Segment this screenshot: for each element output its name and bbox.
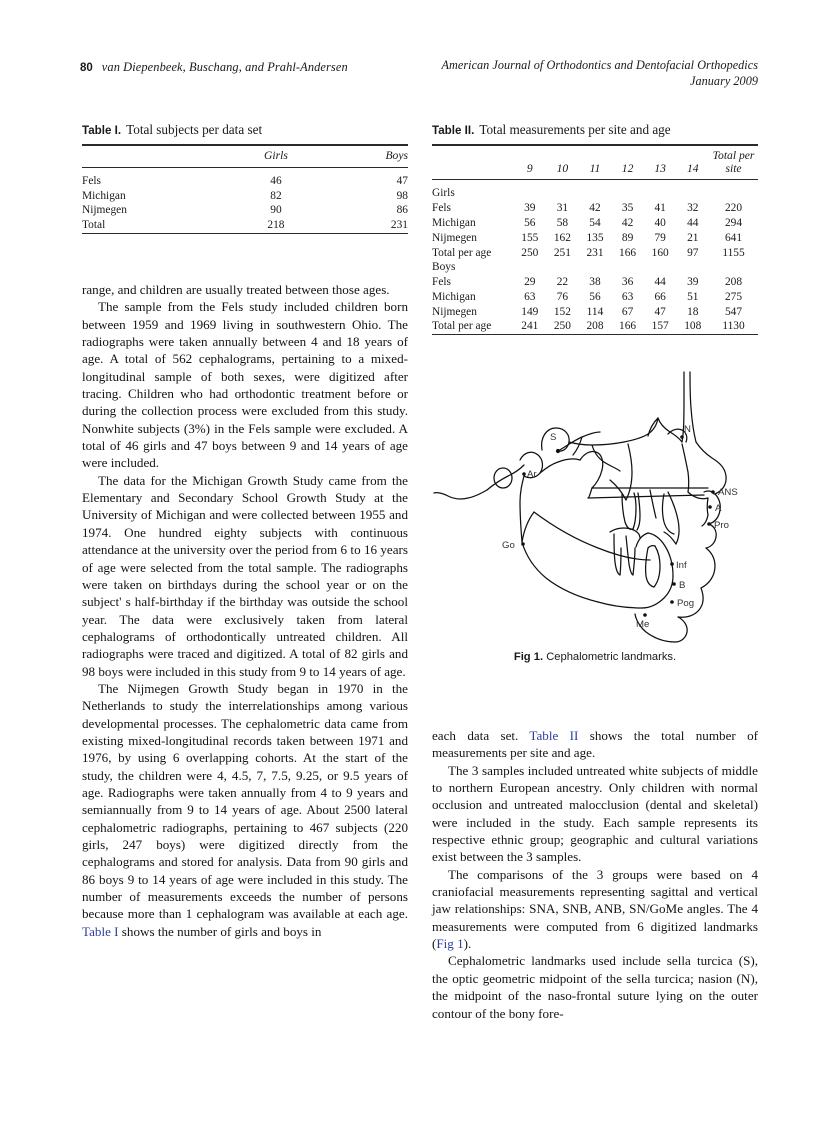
- table-1-boys-0: 47: [396, 174, 408, 187]
- cell: 51: [687, 290, 699, 303]
- paragraph-text: The comparisons of the 3 groups were based on 4 craniofacial measurements representing sagittal and vertical jaw relationships: SNA, SNB, ANB, SN/GoMe angles. The 4 measurements were computed from 6 digitized landmarks (: [432, 866, 758, 952]
- cell: 35: [621, 202, 634, 215]
- figure-1-caption-text: Cephalometric landmarks.: [546, 651, 677, 663]
- paragraph: The 3 samples included untreated white subjects of middle to northern European ancestry. Only children with normal occlusion and untreated malocclusion (dental and skeletal) were included in the study. Each sample represents its respective ethnic group; geographic and cultural variations exist between the 3 samples.: [432, 762, 758, 865]
- left-column-text: [82, 281, 408, 940]
- landmark-label-Me: Me: [636, 619, 650, 630]
- table-1-col-boys: Boys: [385, 149, 408, 162]
- cell: 250: [553, 320, 571, 333]
- cell: 251: [553, 246, 571, 259]
- paragraph: [82, 680, 408, 940]
- figure-1-caption: [432, 651, 758, 663]
- cell: 160: [651, 246, 669, 259]
- paragraph-text: ).: [463, 936, 472, 952]
- running-head: [80, 58, 758, 98]
- cell: 56: [589, 290, 601, 303]
- landmark-label-Go: Go: [502, 540, 515, 551]
- cell: 108: [684, 320, 702, 333]
- cell-total: 220: [724, 202, 743, 215]
- cell-total: 547: [724, 305, 743, 318]
- table-row: [82, 218, 408, 233]
- table-1-girls-1: 82: [270, 189, 282, 202]
- table-2-grid: [432, 144, 758, 341]
- cell: 166: [619, 320, 637, 333]
- table-1-caption: Total subjects per data set: [126, 122, 263, 137]
- right-column-text: [432, 727, 758, 1022]
- cell: 67: [621, 305, 634, 318]
- figure-1-image: [432, 352, 758, 647]
- table-row: [432, 319, 758, 334]
- table-1: [82, 122, 408, 240]
- table-2-g-site-2: Nijmegen: [432, 231, 477, 244]
- landmark-label-N: N: [684, 424, 691, 435]
- landmark-label-Pog: Pog: [677, 598, 695, 609]
- paragraph-text: The Nijmegen Growth Study began in 1970 in the Netherlands to study the interrelationships among various developmental processes. The cephalometric data came from existing mixed-longitudinal records taken between 1971 and 1976, by using 6 overlapping cohorts. At the start of the study, the children were 4, 4.5, 7, 7.5, 9.25, or 9.5 years of age. Radiographs were taken annually from 4 to 9 years and semiannually from 9 to 14 years of age. About 2500 lateral cephalometric radiographs, pertaining to 467 subjects (220 girls, 247 boys) were digitized directly from the cephalograms and stored for analysis. Data from 90 girls and 86 boys 9 to 14 years of age were included in this study. The number of measurements exceeds the number of persons because more than 1 cephalogram was available at each age.: [82, 680, 408, 922]
- landmark-label-S: S: [550, 432, 557, 443]
- cell: 44: [654, 276, 666, 289]
- landmark-dot-Pro: [707, 522, 711, 526]
- table-2: [432, 122, 758, 341]
- cell-total: 1130: [722, 320, 745, 333]
- cell-total: 275: [724, 290, 743, 303]
- cell: 114: [586, 305, 604, 318]
- table-row: [432, 230, 758, 245]
- table-2-b-site-2: Nijmegen: [432, 305, 477, 318]
- cell: 42: [621, 216, 634, 229]
- running-head-right: [442, 58, 758, 89]
- landmark-dot-S: [556, 449, 560, 453]
- paragraph-text: shows the number of girls and boys in: [118, 923, 322, 939]
- cell: 32: [687, 202, 699, 215]
- table-2-g-site-0: Fels: [432, 202, 451, 215]
- cell: 58: [556, 216, 569, 229]
- running-head-left: [80, 58, 348, 76]
- paragraph-text: shows the total number of measurements per site and age.: [432, 728, 759, 761]
- cell: 241: [521, 320, 539, 333]
- table-1-col-girls: Girls: [264, 149, 288, 162]
- table-2-col-total-per-site: Total per site: [712, 149, 755, 175]
- cell: 89: [621, 231, 634, 244]
- table-1-site-0: Fels: [82, 174, 101, 187]
- cell: 29: [524, 276, 536, 289]
- table-1-site-2: Nijmegen: [82, 204, 127, 217]
- landmark-label-Pro: Pro: [714, 520, 729, 531]
- table-2-crossref-link[interactable]: Table II: [529, 728, 579, 743]
- landmark-dot-ANS: [711, 490, 715, 494]
- table-2-b-site-1: Michigan: [432, 290, 476, 303]
- landmark-label-Ar: Ar: [527, 469, 537, 480]
- cell-total: 1155: [722, 246, 745, 259]
- table-1-header-row: [82, 145, 408, 167]
- cell: 42: [589, 202, 601, 215]
- table-1-label: Table I.: [82, 124, 122, 137]
- table-row: [82, 203, 408, 218]
- landmark-label-A: A: [715, 503, 722, 514]
- cell: 36: [621, 276, 634, 289]
- paragraph-text: each data set.: [432, 728, 530, 743]
- table-1-site-1: Michigan: [82, 189, 126, 202]
- paragraph: [432, 727, 758, 762]
- table-2-b-site-3: Total per age: [432, 320, 492, 333]
- cell: 31: [556, 202, 569, 215]
- cell: 40: [654, 216, 666, 229]
- figure-1: [432, 352, 758, 663]
- cell: 157: [651, 320, 669, 333]
- landmark-label-B: B: [679, 580, 686, 591]
- table-2-group-boys: Boys: [432, 261, 456, 274]
- table-2-col-age-14: 14: [686, 161, 699, 175]
- table-1-girls-0: 46: [270, 174, 282, 187]
- table-row: [82, 188, 408, 203]
- cell: 76: [556, 290, 569, 303]
- table-2-col-age-9: 9: [526, 161, 533, 175]
- landmark-label-ANS: ANS: [718, 487, 738, 498]
- issue-date: January 2009: [690, 73, 758, 88]
- landmark-label-Inf: Inf: [676, 560, 687, 571]
- cell: 56: [524, 216, 536, 229]
- cell: 162: [553, 231, 571, 244]
- paragraph: The sample from the Fels study included children born between 1959 and 1969 living in southwestern Ohio. The radiographs were taken annually between 4 and 18 years of age. A total of 562 cephalograms, pertaining to a mixed-longitudinal sample of both sexes, were digitized after tracing. Children who had orthodontic treatment before or during the collection process were excluded from this study. Nonwhite subjects (3%) in the Fels sample were excluded. A total of 46 girls and 47 boys between 9 and 14 years of age were included.: [82, 299, 408, 471]
- cell-total: 208: [724, 276, 743, 289]
- figure-1-label: Fig 1.: [513, 651, 544, 663]
- cell: 41: [654, 202, 666, 215]
- landmark-dot-Inf: [670, 562, 674, 566]
- table-2-header-row: [432, 145, 758, 180]
- table-1-grid: [82, 144, 408, 240]
- table-1-girls-3: 218: [267, 219, 285, 232]
- table-1-boys-3: 231: [390, 219, 408, 232]
- cell: 18: [687, 305, 699, 318]
- landmark-dot-Ar: [522, 472, 526, 476]
- cell: 97: [687, 246, 699, 259]
- table-row: [432, 275, 758, 290]
- table-1-girls-2: 90: [270, 204, 282, 217]
- table-2-b-site-0: Fels: [432, 276, 451, 289]
- cell: 208: [586, 320, 604, 333]
- page-number: 80: [80, 62, 93, 74]
- table-2-g-site-1: Michigan: [432, 216, 476, 229]
- paragraph: [432, 866, 758, 953]
- table-2-group-header: [432, 186, 758, 201]
- table-2-label: Table II.: [432, 124, 475, 137]
- cell: 38: [589, 276, 601, 289]
- cephalometric-tracing-svg: [432, 352, 758, 647]
- cell: 79: [654, 231, 666, 244]
- cell: 21: [687, 231, 699, 244]
- table-2-col-blank: [432, 145, 514, 180]
- table-row: [432, 216, 758, 231]
- table-2-col-age-12: 12: [621, 161, 634, 175]
- landmark-dot-Me: [643, 613, 647, 617]
- cell: 149: [521, 305, 539, 318]
- table-row: [432, 201, 758, 216]
- table-2-group-girls: Girls: [432, 187, 455, 200]
- cell: 231: [586, 246, 604, 259]
- table-1-boys-1: 98: [396, 189, 408, 202]
- table-1-title: [82, 122, 408, 138]
- table-1-col-blank: [82, 145, 225, 167]
- table-2-title: [432, 122, 758, 138]
- paragraph: The data for the Michigan Growth Study came from the Elementary and Secondary School Growth Study at the University of Michigan and were collected between 1955 and 1974. One hundred eighty subjects with continuous attendance at the university over the period from 6 to 16 years of age were selected from the total sample. The radiographs were taken on birthdays during the school year or on the subject' s half-birthday if the birthday was outside the school year. The data were exclusively taken from lateral cephalograms of orthodontically untreated children. All radiographs were traced and digitized. A total of 82 girls and 98 boys were included in this study from 9 to 14 years of age.: [82, 472, 408, 679]
- cell: 63: [524, 290, 536, 303]
- landmark-dot-A: [708, 505, 712, 509]
- paragraph: range, and children are usually treated between those ages.: [82, 282, 390, 297]
- cell: 63: [621, 290, 634, 303]
- landmark-dot-N: [680, 435, 684, 439]
- cell: 152: [553, 305, 571, 318]
- cell: 22: [556, 276, 569, 289]
- landmark-dot-B: [672, 582, 676, 586]
- table-2-col-age-10: 10: [556, 161, 569, 175]
- table-row: [432, 289, 758, 304]
- cell: 250: [521, 246, 539, 259]
- cell: 155: [521, 231, 539, 244]
- cell: 54: [589, 216, 601, 229]
- table-2-col-age-13: 13: [654, 161, 666, 175]
- table-row: [82, 174, 408, 189]
- cell-total: 641: [724, 231, 743, 244]
- table-2-caption: Total measurements per site and age: [479, 122, 671, 137]
- paragraph: Cephalometric landmarks used include sella turcica (S), the optic geometric midpoint of the sella turcica; nasion (N), the midpoint of the naso-frontal suture lying on the outer contour of the bony fore-: [432, 953, 758, 1021]
- table-1-crossref-link[interactable]: Table I: [82, 923, 119, 939]
- table-row: [432, 245, 758, 260]
- table-row: [432, 304, 758, 319]
- table-2-group-header: [432, 260, 758, 275]
- table-2-bottom-rule: [432, 334, 758, 341]
- running-head-authors: van Diepenbeek, Buschang, and Prahl-Andersen: [101, 60, 348, 74]
- table-1-site-3: Total: [82, 219, 106, 232]
- cell-total: 294: [724, 216, 743, 229]
- cell: 135: [586, 231, 604, 244]
- cell: 44: [687, 216, 699, 229]
- cell: 39: [687, 276, 699, 289]
- table-1-bottom-rule: [82, 233, 408, 240]
- table-2-g-site-3: Total per age: [432, 246, 492, 259]
- journal-title: American Journal of Orthodontics and Dentofacial Orthopedics: [441, 58, 758, 72]
- landmark-dot-Pog: [670, 600, 674, 604]
- cell: 39: [524, 202, 536, 215]
- table-2-col-age-11: 11: [589, 161, 601, 175]
- cell: 47: [654, 305, 666, 318]
- cell: 166: [619, 246, 637, 259]
- figure-1-crossref-link[interactable]: Fig 1: [436, 936, 464, 952]
- landmark-dot-Go: [521, 542, 525, 546]
- cell: 66: [654, 290, 666, 303]
- table-1-boys-2: 86: [396, 204, 408, 217]
